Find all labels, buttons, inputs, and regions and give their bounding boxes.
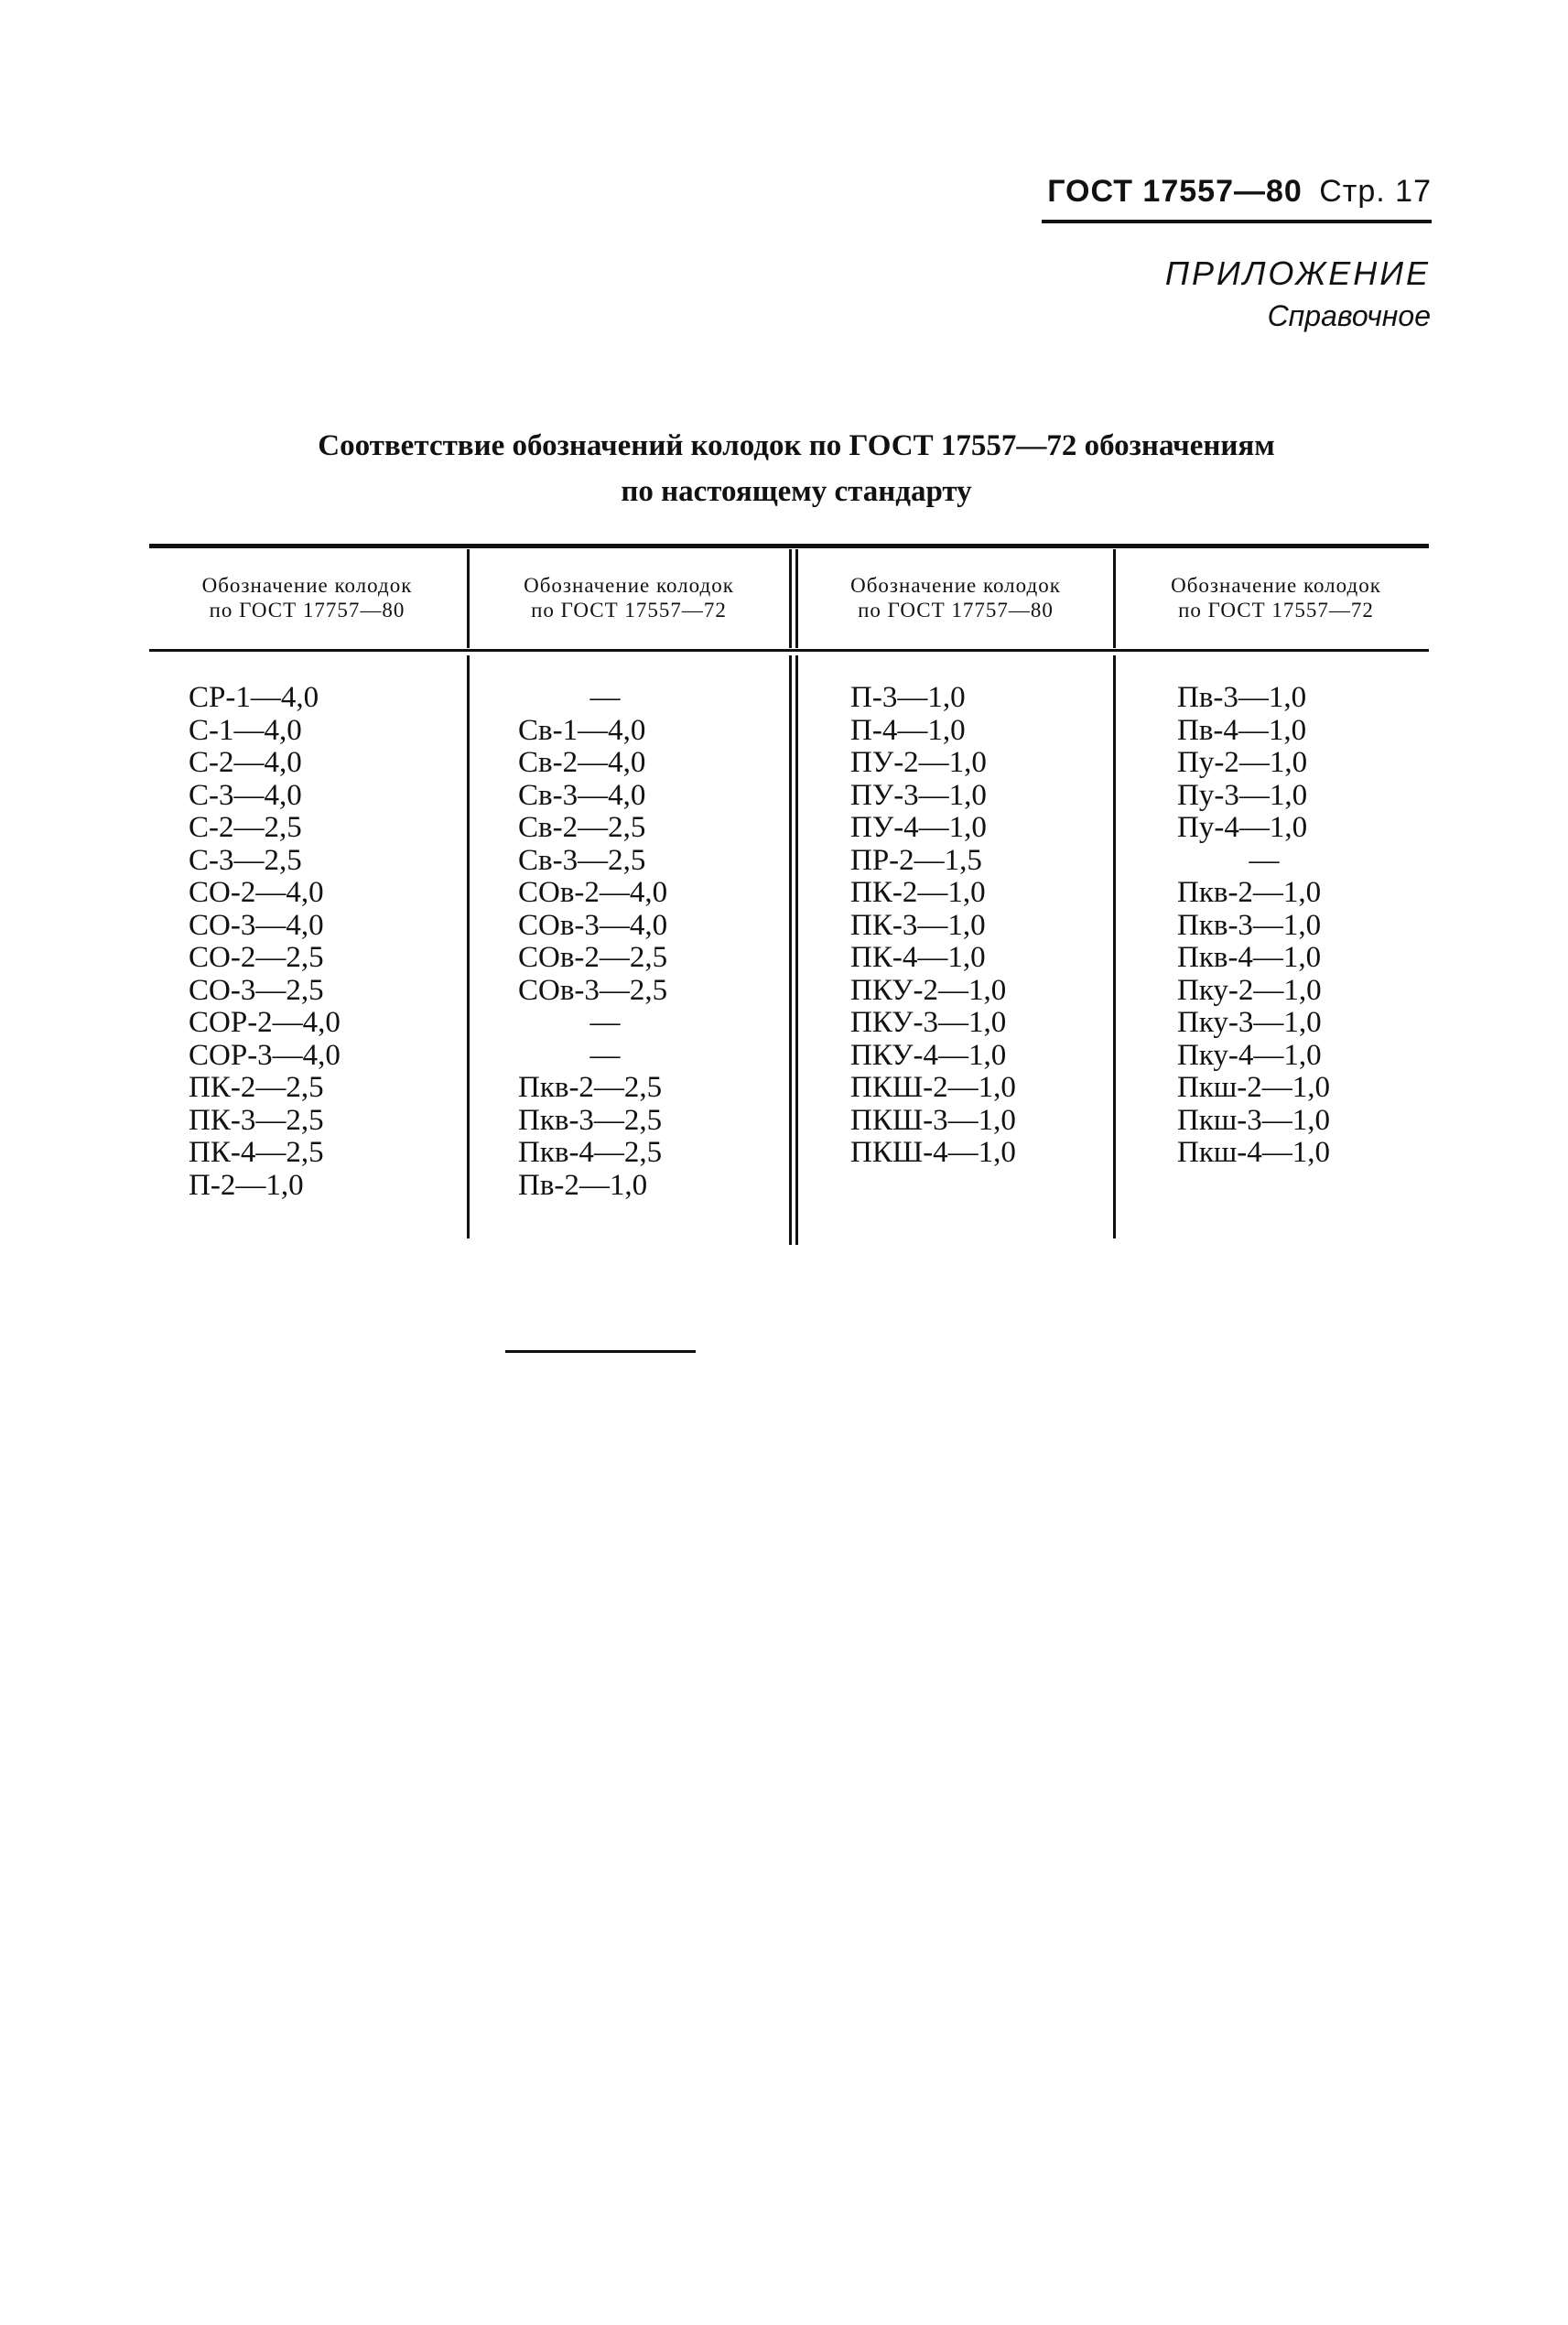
table-cell: Пкв-2—1,0 (1177, 876, 1322, 909)
table-cell: С-3—4,0 (189, 778, 302, 812)
column-divider-3-head (1113, 549, 1116, 648)
table-cell: Пку-2—1,0 (1177, 973, 1322, 1007)
table-top-rule (149, 544, 1429, 548)
column-header-4-line-1: Обозначение колодок (1171, 574, 1381, 597)
table-title-line-1: Соответствие обозначений колодок по ГОСТ 17557—72 обозначениям (318, 429, 1275, 462)
table-cell: ПК-2—1,0 (850, 876, 986, 909)
table-cell: П-2—1,0 (189, 1168, 304, 1202)
column-divider-1-head (467, 549, 470, 648)
table-cell: ПК-2—2,5 (189, 1071, 324, 1104)
table-cell: СО-2—2,5 (189, 941, 324, 974)
table-cell: ПК-4—2,5 (189, 1136, 324, 1169)
table-cell: Св-2—4,0 (518, 746, 646, 779)
table-cell: Пкв-2—2,5 (518, 1071, 663, 1104)
table-cell: Пкш-2—1,0 (1177, 1071, 1331, 1104)
table-cell: ПКУ-2—1,0 (850, 973, 1007, 1007)
column-divider-2a-body (789, 655, 792, 1245)
column-1-values (189, 682, 381, 1202)
column-4-values (1177, 682, 1351, 1170)
table-cell: СОР-3—4,0 (189, 1038, 341, 1072)
column-header-3-line-1: Обозначение колодок (850, 574, 1061, 597)
column-header-2-line-1: Обозначение колодок (524, 574, 734, 597)
table-cell: Пку-3—1,0 (1177, 1006, 1322, 1039)
table-cell: ПКШ-2—1,0 (850, 1071, 1016, 1104)
table-cell: СО-2—4,0 (189, 876, 324, 909)
table-cell: С-1—4,0 (189, 713, 302, 747)
table-cell: Пв-3—1,0 (1177, 681, 1307, 714)
table-cell: Пкш-3—1,0 (1177, 1103, 1331, 1137)
table-cell-empty-dash: — (1249, 843, 1280, 877)
standard-number: ГОСТ 17557—80 (1047, 174, 1303, 209)
table-cell: Пу-2—1,0 (1177, 746, 1308, 779)
table-cell: ПУ-2—1,0 (850, 746, 987, 779)
table-cell: Пв-4—1,0 (1177, 713, 1307, 747)
table-cell: Св-2—2,5 (518, 811, 646, 844)
column-header-2 (470, 573, 787, 622)
table-cell: Пу-4—1,0 (1177, 811, 1308, 844)
end-rule (505, 1350, 696, 1353)
column-header-1-line-2: по ГОСТ 17757—80 (209, 599, 406, 622)
table-cell: С-2—4,0 (189, 746, 302, 779)
table-cell: СОв-2—4,0 (518, 876, 668, 909)
table-cell: Пу-3—1,0 (1177, 778, 1308, 812)
table-cell: СОв-3—2,5 (518, 973, 668, 1007)
table-cell: ПКУ-3—1,0 (850, 1006, 1007, 1039)
column-header-4-line-2: по ГОСТ 17557—72 (1178, 599, 1374, 622)
column-2-values (518, 682, 692, 1202)
column-header-1-line-1: Обозначение колодок (201, 574, 413, 597)
table-cell: С-3—2,5 (189, 843, 302, 877)
column-divider-2b-head (795, 549, 798, 648)
table-cell: ПКШ-3—1,0 (850, 1103, 1016, 1137)
column-header-3 (800, 573, 1111, 622)
column-divider-1-body (467, 655, 470, 1238)
table-cell-empty-dash: — (589, 1006, 621, 1039)
table-cell: Св-1—4,0 (518, 713, 646, 747)
column-header-1 (149, 573, 465, 622)
table-cell-empty-dash: — (589, 1038, 621, 1072)
table-cell: П-3—1,0 (850, 681, 966, 714)
table-cell: Св-3—4,0 (518, 778, 646, 812)
column-divider-2b-body (795, 655, 798, 1245)
table-cell: СОв-2—2,5 (518, 941, 668, 974)
table-cell: ПК-3—2,5 (189, 1103, 324, 1137)
table-cell: СОР-2—4,0 (189, 1006, 341, 1039)
table-cell: ПКШ-4—1,0 (850, 1136, 1016, 1169)
table-cell: Пкв-3—1,0 (1177, 908, 1322, 942)
table-cell: СР-1—4,0 (189, 681, 319, 714)
table-cell: СО-3—4,0 (189, 908, 324, 942)
page-number: Стр. 17 (1319, 174, 1432, 209)
appendix-label (1165, 252, 1431, 336)
column-divider-3-body (1113, 655, 1116, 1238)
table-cell: П-4—1,0 (850, 713, 966, 747)
table-cell: Св-3—2,5 (518, 843, 646, 877)
column-header-2-line-2: по ГОСТ 17557—72 (531, 599, 727, 622)
table-cell: Пкв-4—1,0 (1177, 941, 1322, 974)
table-cell: СО-3—2,5 (189, 973, 324, 1007)
table-title-line-2: по настоящему стандарту (621, 475, 972, 508)
table-title (146, 423, 1446, 514)
table-cell: Пкв-3—2,5 (518, 1103, 663, 1137)
table-cell: Пв-2—1,0 (518, 1168, 648, 1202)
column-header-4 (1118, 573, 1434, 622)
table-cell: С-2—2,5 (189, 811, 302, 844)
table-cell: Пкш-4—1,0 (1177, 1136, 1331, 1169)
table-header-rule (149, 649, 1429, 652)
table-cell: ПК-3—1,0 (850, 908, 986, 942)
header-rule (1042, 220, 1432, 223)
page-header (1007, 174, 1432, 210)
appendix-title: ПРИЛОЖЕНИЕ (1164, 254, 1431, 292)
table-cell: ПУ-3—1,0 (850, 778, 987, 812)
table-cell-empty-dash: — (589, 681, 621, 714)
table-cell: ПР-2—1,5 (850, 843, 982, 877)
table-cell: ПУ-4—1,0 (850, 811, 987, 844)
column-header-3-line-2: по ГОСТ 17757—80 (858, 599, 1054, 622)
table-cell: ПК-4—1,0 (850, 941, 986, 974)
column-3-values (850, 682, 1043, 1170)
table-cell: ПКУ-4—1,0 (850, 1038, 1007, 1072)
appendix-subtitle: Справочное (1267, 299, 1431, 332)
table-cell: СОв-3—4,0 (518, 908, 668, 942)
column-divider-2a-head (789, 549, 792, 648)
table-cell: Пкв-4—2,5 (518, 1136, 663, 1169)
table-cell: Пку-4—1,0 (1177, 1038, 1322, 1072)
